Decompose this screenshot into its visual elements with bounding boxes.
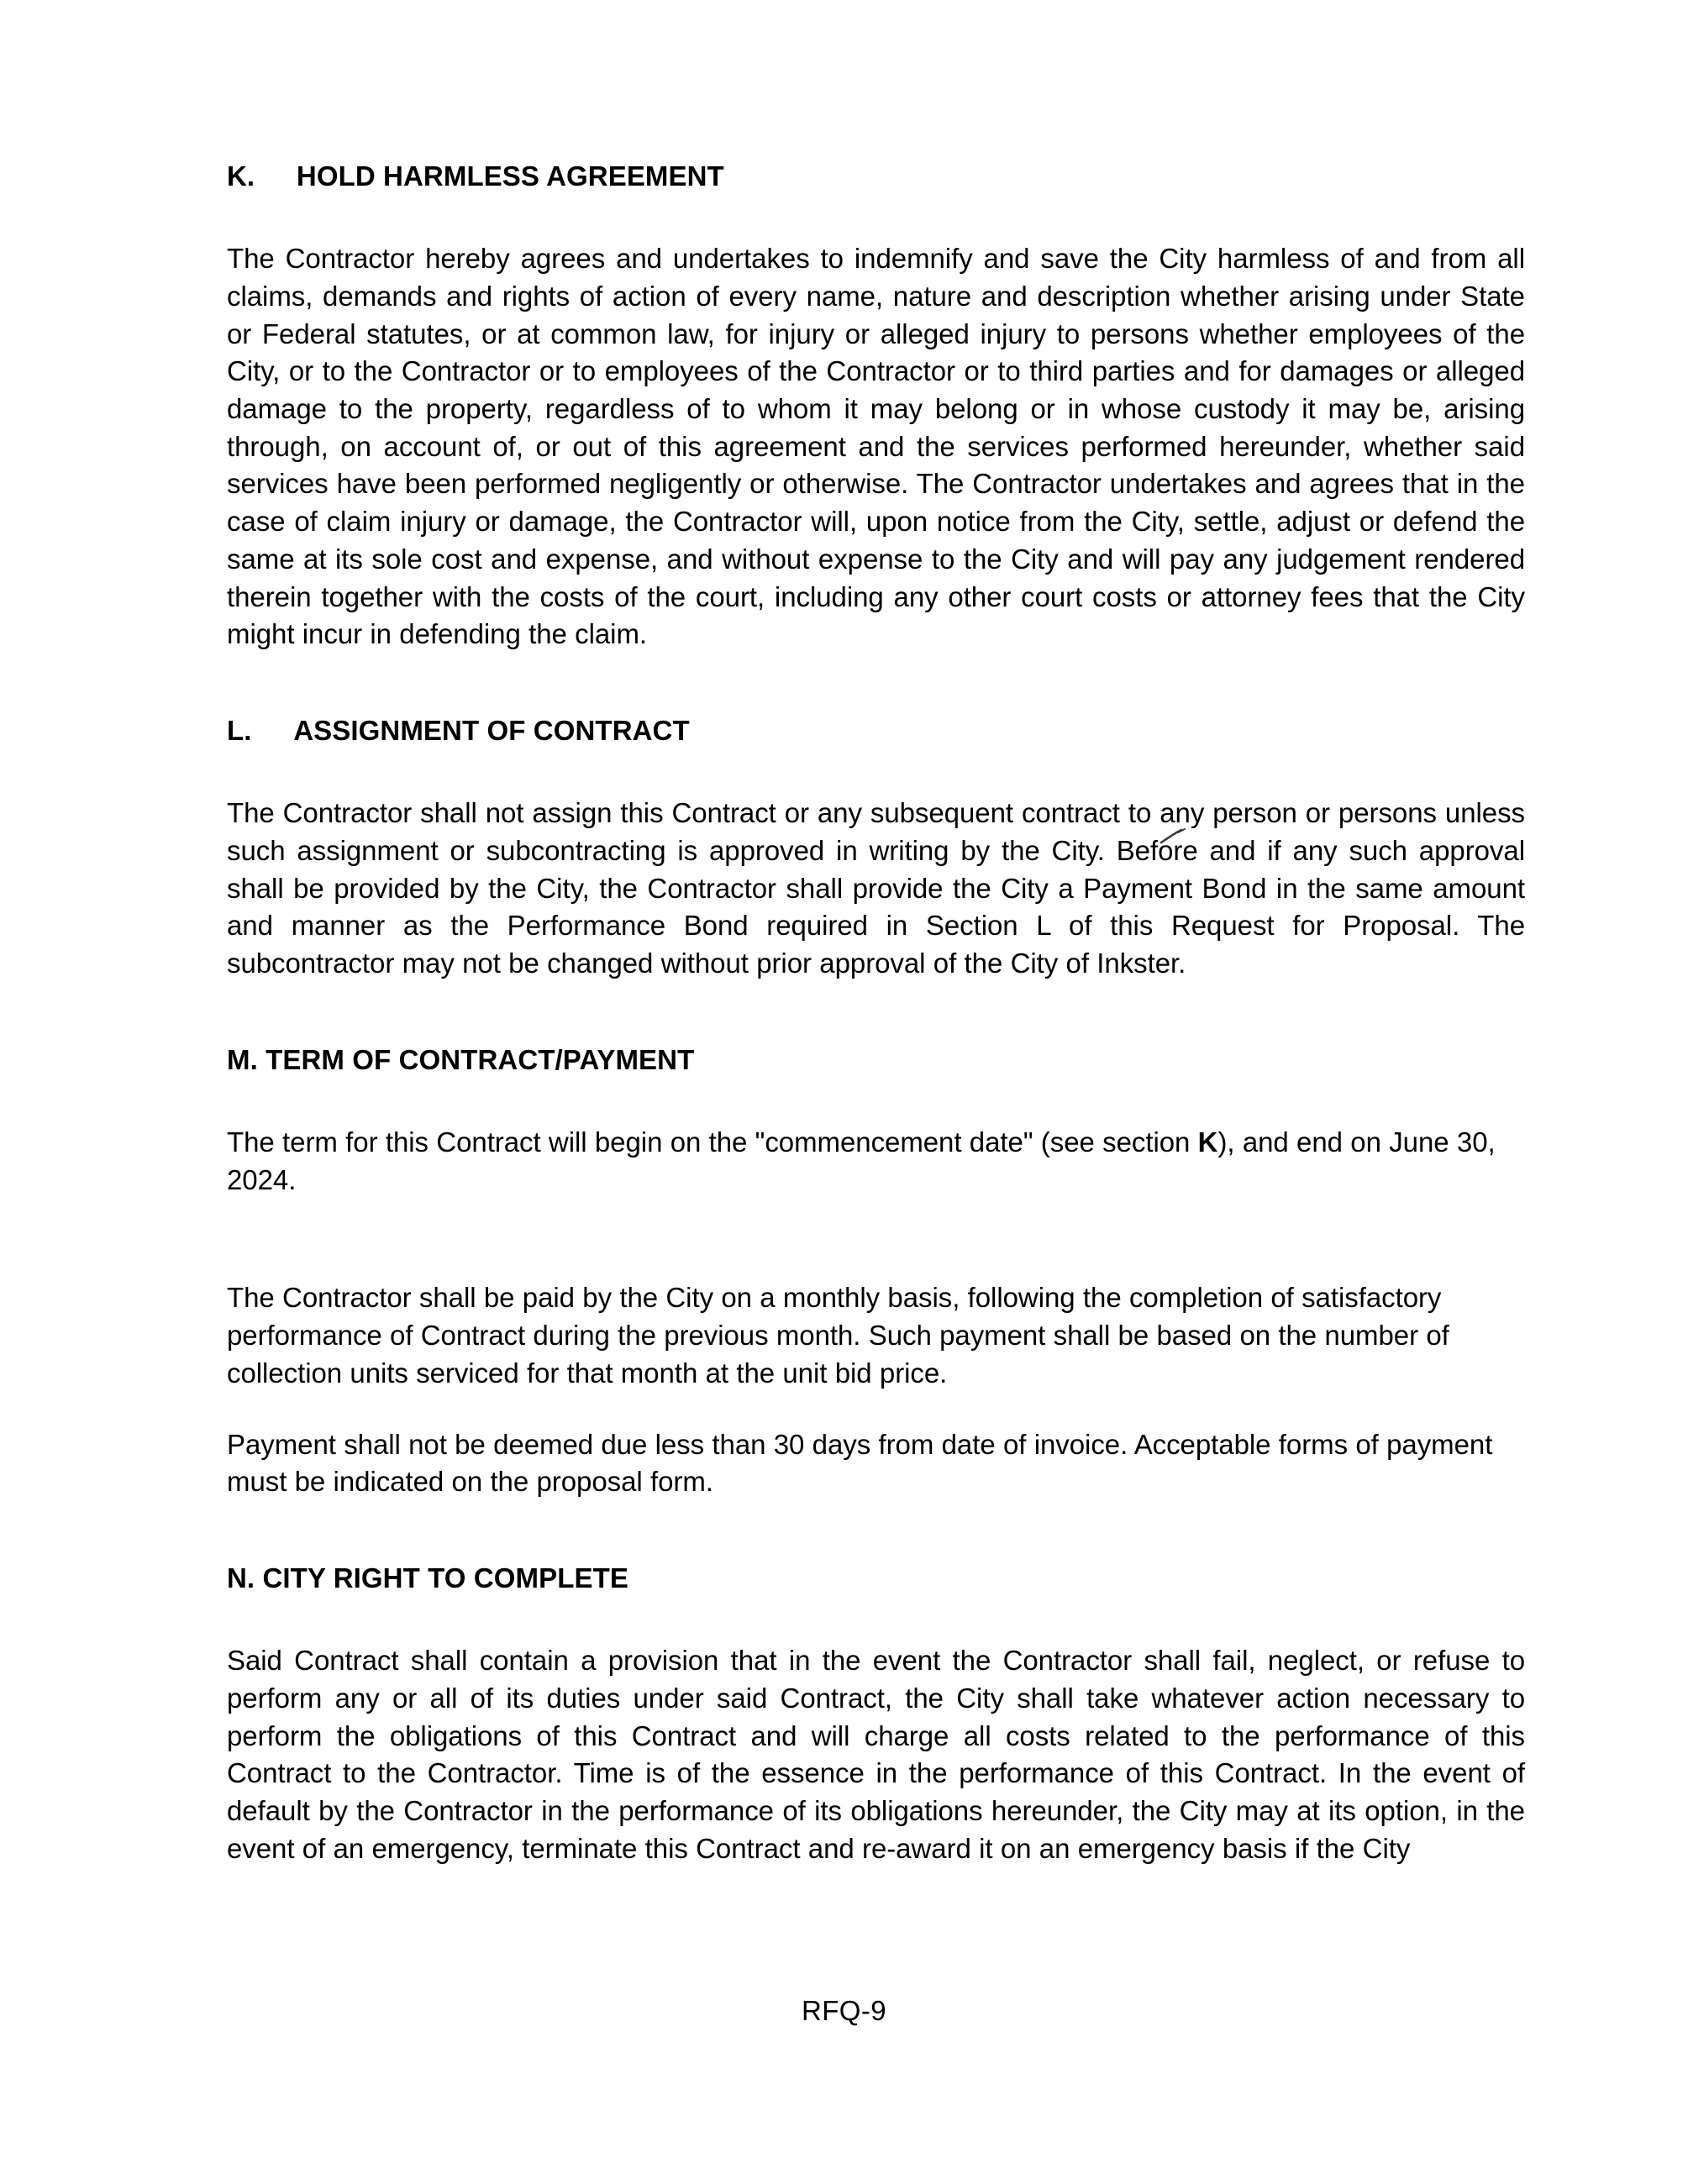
spacer: [227, 983, 1525, 1043]
spacer: [227, 1199, 1525, 1279]
spacer: [227, 654, 1525, 714]
spacer: [227, 748, 1525, 795]
spacer: [227, 193, 1525, 240]
section-n-paragraph-1: Said Contract shall contain a provision that in the event the Contractor shall fail, neglect, or refuse to perform any or all of its duties under said Contract, the City shall take whatever action necessary to perform the obligations of this Contract and will charge all costs related to the performance of this Contract to the Contractor. Time is of the essence in the performance of this Contract. In the event of default by the Contractor in the performance of its obligations hereunder, the City may at its option, in the event of an emergency, terminate this Contract and re-award it on an emergency basis if the City: [227, 1645, 1525, 1864]
term-section-reference: K: [1197, 1126, 1218, 1158]
section-m-paragraph-1: [227, 1124, 1525, 1199]
section-heading-l: L. ASSIGNMENT OF CONTRACT: [227, 714, 690, 746]
section-m-paragraph-2: The Contractor shall be paid by the City on a monthly basis, following the completion of satisfactory performance of Contract during the previous month. Such payment shall be based on the number of collection units serviced for that month at the unit bid price.: [227, 1282, 1449, 1389]
term-text-after-bold: ), and end on June 30, 2024.: [227, 1126, 1496, 1195]
document-body: [227, 160, 1525, 1867]
section-k-paragraph-1: The Contractor hereby agrees and undertakes to indemnify and save the City harmless of and from all claims, demands and rights of action of every name, nature and description whether arising under State or Federal statutes, or at common law, for injury or alleged injury to persons whether employees of the City, or to the Contractor or to employees of the Contractor or to third parties and for damages or alleged damage to the property, regardless of to whom it may belong or in whose custody it may be, arising through, on account of, or out of this agreement and the services performed hereunder, whether said services have been performed negligently or otherwise. The Contractor undertakes and agrees that in the case of claim injury or damage, the Contractor will, upon notice from the City, settle, adjust or defend the same at its sole cost and expense, and without expense to the City and will pay any judgement rendered therein together with the costs of the court, including any other court costs or attorney fees that the City might incur in defending the claim.: [227, 243, 1525, 650]
term-text-before-bold: The term for this Contract will begin on the "commencement date" (see section: [227, 1126, 1198, 1158]
section-l-paragraph-1: The Contractor shall not assign this Contract or any subsequent contract to any person or persons unless such assignment or subcontracting is approved in writing by the City. Before and if any such approval shall be provided by the City, the Contractor shall provide the City a Payment Bond in the same amount and manner as the Performance Bond required in Section L of this Request for Proposal. The subcontractor may not be changed without prior approval of the City of Inkster.: [227, 797, 1525, 979]
section-m-paragraph-3: Payment shall not be deemed due less than 30 days from date of invoice. Acceptable forms of payment must be indicated on the proposal form.: [227, 1428, 1493, 1498]
spacer: [227, 1501, 1525, 1562]
section-heading-m: M. TERM OF CONTRACT/PAYMENT: [227, 1043, 695, 1075]
section-heading-n: N. CITY RIGHT TO COMPLETE: [227, 1562, 628, 1593]
spacer: [227, 1595, 1525, 1642]
spacer: [227, 1077, 1525, 1124]
spacer: [227, 1393, 1525, 1426]
section-heading-k: K. HOLD HARMLESS AGREEMENT: [227, 160, 724, 192]
page-footer-label: RFQ-9: [802, 1995, 886, 2026]
